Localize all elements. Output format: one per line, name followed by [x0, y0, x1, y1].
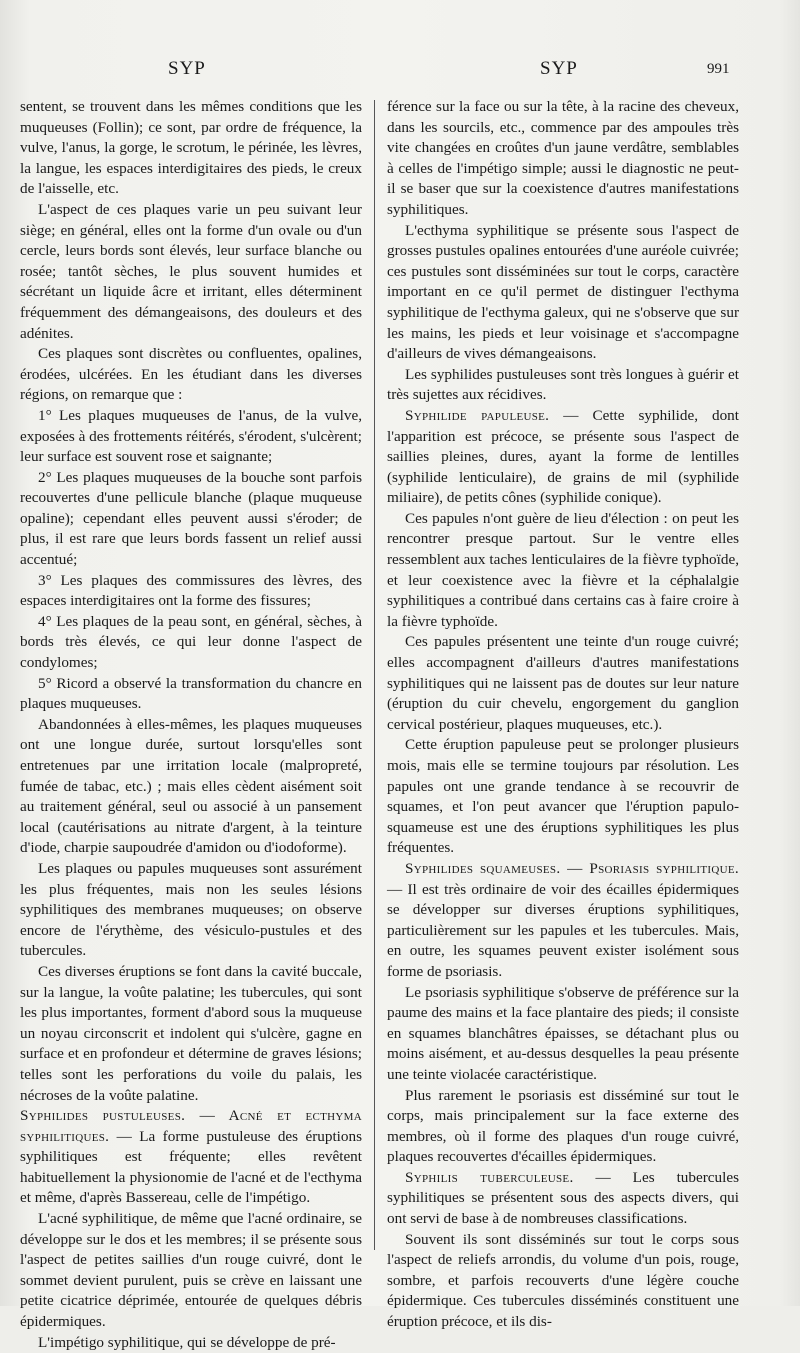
paragraph-text: 3° Les plaques des commissures des lèvres, des espaces interdigitaires ont la forme des fissures;	[20, 571, 362, 610]
paragraph-text: 1° Les plaques muqueuses de l'anus, de la vulve, exposées à des frottements réitérés, s'érodent, s'ulcèrent; leur surface est souvent rose et saignante;	[20, 406, 363, 466]
paragraph	[387, 97, 739, 221]
paragraph	[20, 97, 362, 200]
left-column	[20, 97, 362, 1353]
paragraph-text: 5° Ricord a observé la transformation du chancre en plaques muqueuses.	[20, 674, 362, 713]
paragraph	[387, 365, 739, 406]
paragraph	[20, 962, 362, 1106]
paragraph-text: L'acné syphilitique, de même que l'acné ordinaire, se développe sur le dos et les membres; il se présente sous l'aspect de petites saillies d'un rouge cuivré, dont le sommet devient purulent, puis se crève en laissant une petite cicatrice déprimée, entourée de quelques débris épidermiques.	[20, 1210, 362, 1331]
paragraph-text: — Les tubercules syphilitiques se présentent sous des aspects divers, qui ont servi de base à de nombreuses classifications.	[387, 1168, 739, 1228]
paragraph-text: L'ecthyma syphilitique se présente sous l'aspect de grosses pustules opalines entourées d'une auréole cuivrée; ces pustules sont disséminées sur tout le corps, caractère important en ce qu'il permet de distinguer l'ecthyma syphilitique de l'ecthyma galeux, qui ne s'observe que sur les mains, les pieds et leur voisinage et s'accompagne d'ailleurs de vives démangeaisons.	[387, 221, 739, 363]
paragraph-text: Le psoriasis syphilitique s'observe de préférence sur la paume des mains et la face plantaire des pieds; il consiste en squames blanchâtres épaisses, se détachant plus ou moins aisément, et au-dessus desquelles la peau présente une teinte violacée caractéristique.	[387, 983, 739, 1083]
paragraph	[387, 1230, 739, 1333]
section-heading: Syphilides pustuleuses. — Acné et ecthyma syphilitiques.	[20, 1107, 362, 1145]
paragraph	[387, 632, 739, 735]
paragraph-text: L'aspect de ces plaques varie un peu suivant leur siège; en général, elles ont la forme d'un ovale ou d'un cercle, leurs bords sont élevés, leur surface blanche ou rosée; tantôt sèches, le plus souvent humides et sécrétant un liquide âcre et irritant, elles déterminent fréquemment des démangeaisons, des douleurs et des adénites.	[20, 200, 362, 342]
paragraph	[387, 859, 739, 983]
right-column	[387, 97, 739, 1333]
section-heading: Syphilis tuberculeuse.	[405, 1168, 574, 1186]
section-heading: Syphilide papuleuse.	[405, 406, 550, 424]
paragraph	[20, 1209, 362, 1333]
paragraph	[387, 1086, 739, 1168]
paragraph-text: sentent, se trouvent dans les mêmes conditions que les muqueuses (Follin); ce sont, par ordre de fréquence, la vulve, l'anus, la gorge, le scrotum, le périnée, les lèvres, la langue, les espaces interdigitaires des pieds, le creux de l'aisselle, etc.	[20, 98, 362, 198]
paragraph-text: 2° Les plaques muqueuses de la bouche sont parfois recouvertes d'une pellicule blanche (plaque muqueuse opaline); cependant elles peuvent aussi s'éroder; de plus, il est rare que leurs bords fassent un relief aussi accentué;	[20, 468, 362, 569]
paragraph	[20, 1333, 362, 1353]
paragraph	[387, 735, 739, 859]
paragraph-text: férence sur la face ou sur la tête, à la racine des cheveux, dans les sourcils, etc., commence par des ampoules très vite changées en croûtes d'un jaune verdâtre, semblables à celles de l'impétigo simple; aussi le diagnostic ne peut-il se baser que sur la coexistence d'autres manifestations syphilitiques.	[387, 98, 739, 218]
paragraph	[20, 200, 362, 344]
page-number: 991	[707, 61, 730, 77]
paragraph	[20, 1106, 362, 1209]
running-header	[0, 58, 800, 88]
paragraph	[20, 674, 362, 715]
paragraph	[20, 715, 362, 859]
paragraph	[387, 983, 739, 1086]
paragraph	[387, 509, 739, 633]
paragraph-text: Ces papules présentent une teinte d'un rouge cuivré; elles accompagnent d'ailleurs d'autres manifestations syphilitiques qui ne laissent pas de doutes sur leur nature (éruption du cuir chevelu, engorgement du ganglion cervical postérieur, plaques muqueuses, etc.).	[387, 633, 739, 733]
paragraph-text: — Il est très ordinaire de voir des écailles épidermiques se développer sur diverses éruptions syphilitiques, particulièrement sur les papules et les tubercules. Mais, en outre, les squames peuvent exister isolément sous forme de psoriasis.	[387, 880, 739, 980]
column-divider	[374, 100, 375, 1250]
paragraph	[387, 1168, 739, 1230]
running-head-left: SYP	[168, 58, 206, 79]
paragraph-text: 4° Les plaques de la peau sont, en général, sèches, à bords très élevés, ce qui leur donne l'aspect de condylomes;	[20, 612, 362, 672]
paragraph-text: Ces diverses éruptions se font dans la cavité buccale, sur la langue, la voûte palatine; les tubercules, qui sont les plus importantes, forment d'abord sous la muqueuse un noyau circonscrit et indolent qui s'ulcère, gagne en surface et en profondeur et détermine de graves lésions; telles sont les perforations du voile du palais, les nécroses de la voûte palatine.	[20, 962, 362, 1104]
paragraph	[20, 468, 362, 571]
paragraph-text: Les plaques ou papules muqueuses sont assurément les plus fréquentes, mais non les seules lésions syphilitiques des membranes muqueuses; on observe encore de l'érythème, des vésiculo-pustules et des tubercules.	[20, 859, 362, 960]
paragraph-text: Les syphilides pustuleuses sont très longues à guérir et très sujettes aux récidives.	[387, 365, 739, 404]
paragraph-text: — Cette syphilide, dont l'apparition est précoce, se présente sous l'aspect de saillies pleines, dures, ayant la forme de lentilles (syphilide lenticulaire), de grains de mil (syphilide miliaire), de petits cônes (syphilide conique).	[387, 406, 739, 507]
paragraph	[387, 406, 739, 509]
paragraph-text: Ces plaques sont discrètes ou confluentes, opalines, érodées, ulcérées. En les étudiant dans les diverses régions, on remarque que :	[20, 345, 362, 404]
paragraph	[20, 344, 362, 406]
paragraph	[20, 859, 362, 962]
paragraph-text: Souvent ils sont disséminés sur tout le corps sous l'aspect de reliefs arrondis, du volume d'un pois, rouge, sombre, et parfois recouverts d'une légère couche épidermique. Ces tubercules disséminés constituent une éruption précoce, et ils dis-	[387, 1230, 739, 1331]
paragraph-text: — La forme pustuleuse des éruptions syphilitiques est fréquente; elles revêtent habituellement la physionomie de l'acné et de l'ecthyma et même, d'après Bassereau, celle de l'impétigo.	[20, 1127, 362, 1207]
paragraph	[20, 571, 362, 612]
section-heading: Syphilides squameuses. — Psoriasis syphilitique.	[405, 859, 739, 877]
paragraph-text: Ces papules n'ont guère de lieu d'élection : on peut les rencontrer presque partout. Sur le ventre elles ressemblent aux taches lenticulaires de la fièvre typhoïde, et leur coexistence avec la fièvre et la céphalalgie syphilitiques a contribué dans certains cas à faire croire à la fièvre typhoïde.	[387, 509, 739, 630]
paragraph	[20, 406, 362, 468]
paragraph-text: Plus rarement le psoriasis est disséminé sur tout le corps, mais principalement sur la face externe des membres, où il forme des plaques d'un rouge cuivré, plaques recouvertes d'écailles épidermiques.	[387, 1086, 739, 1166]
paragraph-text: Abandonnées à elles-mêmes, les plaques muqueuses ont une longue durée, surtout lorsqu'elles sont entretenues par une irritation locale (malpropreté, fumée de tabac, etc.) ; mais elles cèdent aisément soit au traitement général, seul ou associé à un pansement local (cautérisations au nitrate d'argent, à la teinture d'iode, charpie saupoudrée d'amidon ou d'iodoforme).	[20, 715, 362, 857]
paragraph	[20, 612, 362, 674]
paragraph-text: L'impétigo syphilitique, qui se développe de pré-	[38, 1333, 336, 1351]
paragraph	[387, 221, 739, 365]
paragraph-text: Cette éruption papuleuse peut se prolonger plusieurs mois, mais elle se termine toujours par résolution. Les papules ont une grande tendance à se recouvrir de squames, et l'on peut avancer que l'éruption papulo-squameuse est une des éruptions syphilitiques les plus fréquentes.	[387, 736, 739, 857]
running-head-right: SYP	[540, 58, 578, 79]
